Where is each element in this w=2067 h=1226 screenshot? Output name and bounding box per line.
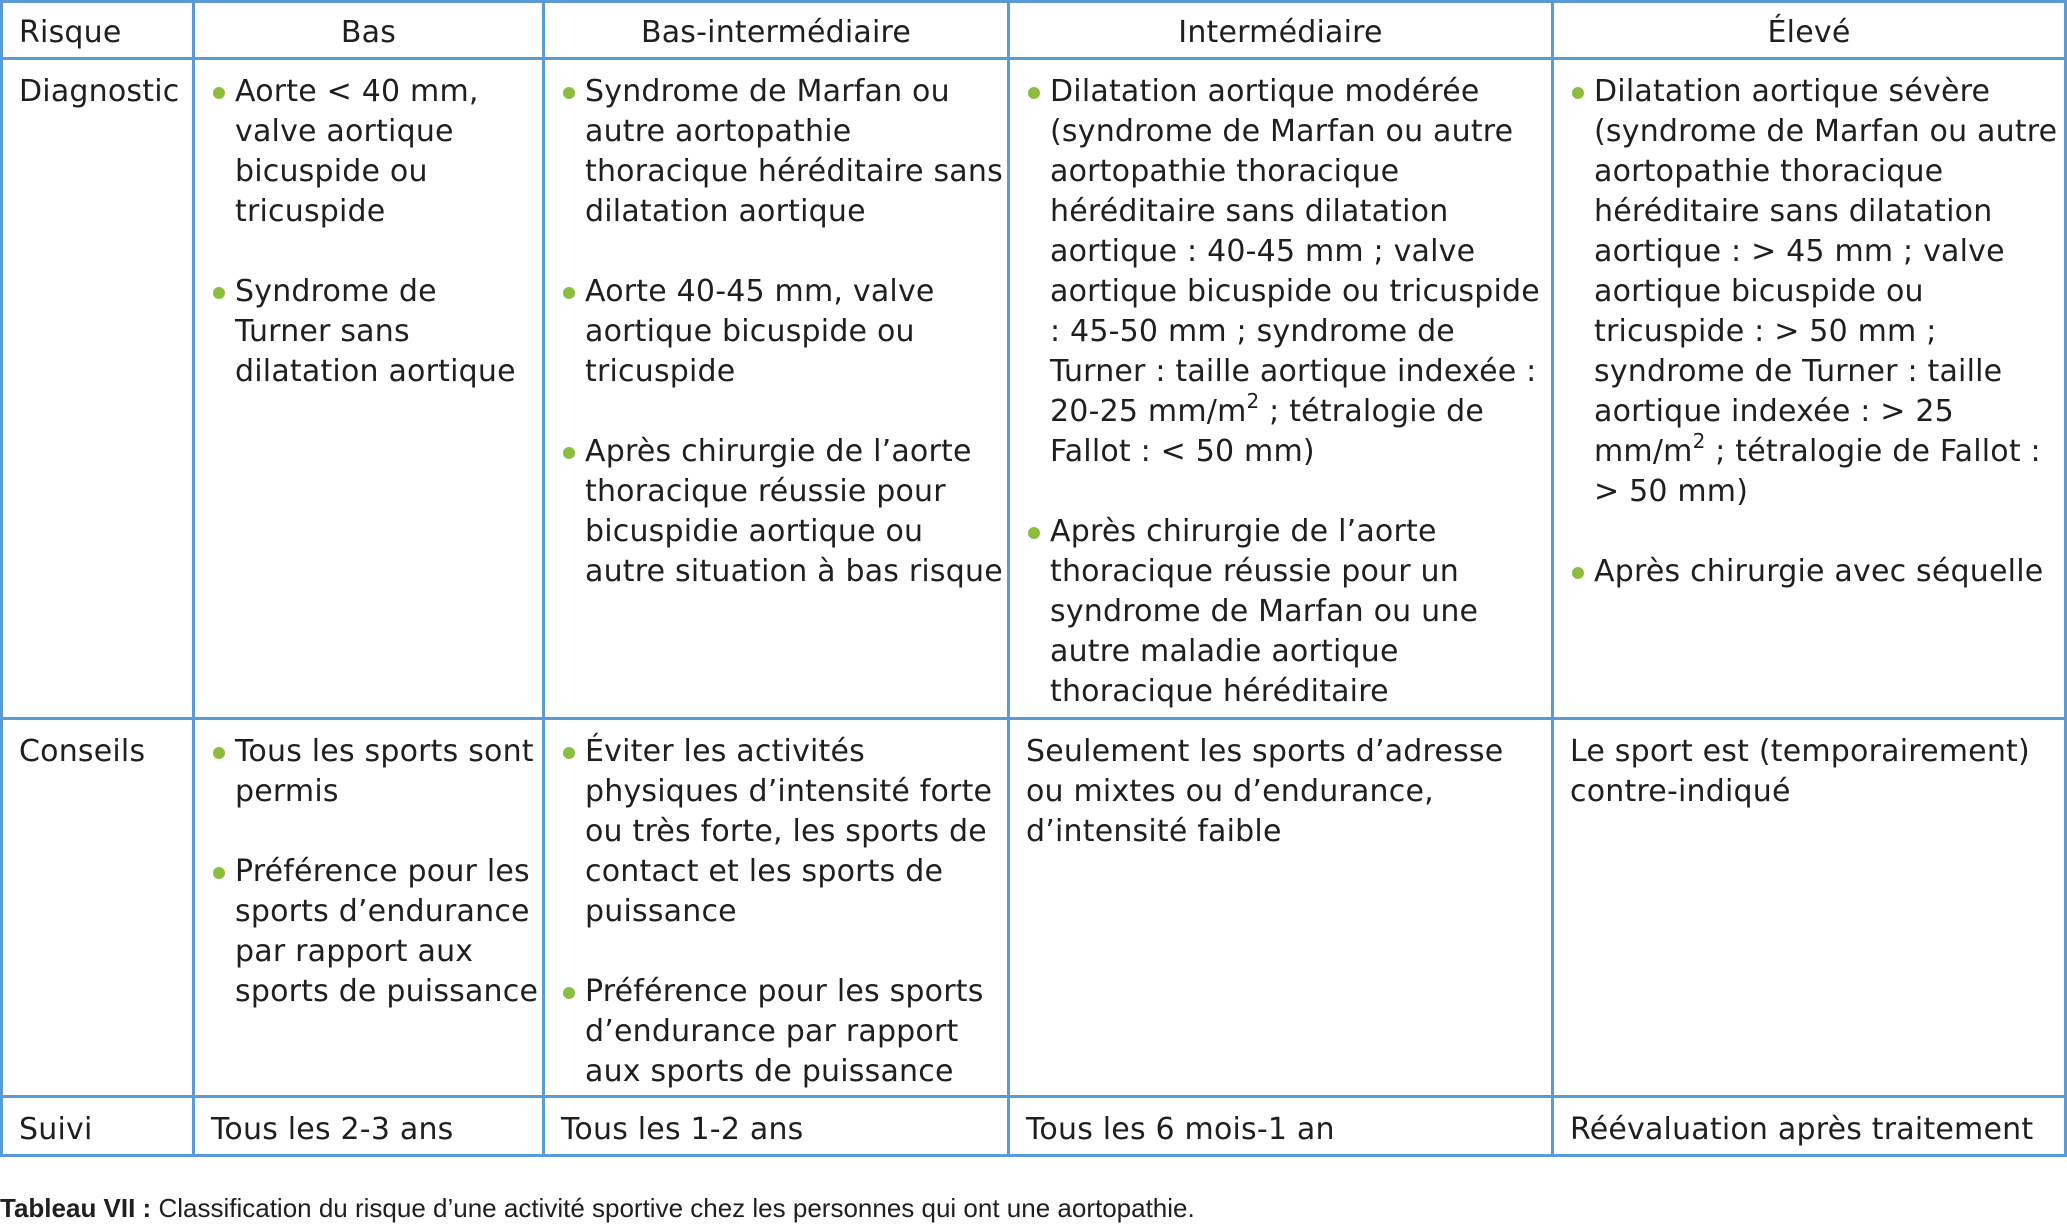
row-divider-1	[0, 717, 2067, 720]
bullet-icon	[213, 747, 225, 759]
list-item	[211, 732, 541, 812]
diagnostic-low-intermediate-cell	[561, 72, 1005, 592]
bullet-icon	[1028, 527, 1040, 539]
followup-intermediate-cell: Tous les 6 mois-1 an	[1026, 1112, 1335, 1147]
row-label-followup: Suivi	[19, 1112, 93, 1147]
superscript: 2	[1246, 389, 1260, 413]
list-item-text: Après chirurgie avec séquelle	[1594, 554, 2044, 589]
caption-label: Tableau VII :	[0, 1193, 152, 1223]
table-caption	[0, 1192, 1195, 1224]
list-item	[211, 72, 539, 232]
followup-low-intermediate-cell: Tous les 1-2 ans	[561, 1112, 804, 1147]
table-border-bottom	[0, 1154, 2067, 1157]
row-label-advice: Conseils	[19, 734, 146, 769]
list-item	[1570, 552, 2064, 592]
col-divider-1	[192, 0, 195, 1157]
list-item-text: Après chirurgie de l’aorte thoracique réussie pour bicuspidie aortique ou autre situation à bas risque	[585, 434, 1003, 589]
list-item	[561, 272, 1005, 392]
bullet-icon	[213, 287, 225, 299]
list-item	[211, 852, 541, 1012]
table-border-left	[0, 0, 3, 1157]
list-item	[561, 732, 1005, 932]
list-item-text-cont: ; tétralogie de Fallot : < 50 mm)	[1050, 394, 1485, 469]
list-item-text: Préférence pour les sports d’endurance par rapport aux sports de puissance	[585, 974, 984, 1089]
list-item-text: Éviter les activités physiques d’intensité forte ou très forte, les sports de contact et les sports de puissance	[585, 734, 993, 929]
bullet-icon	[563, 87, 575, 99]
bullet-icon	[563, 287, 575, 299]
list-item-text: Dilatation aortique modérée (syndrome de Marfan ou autre aortopathie thoracique héréditaire sans dilatation aortique : 40-45 mm ; valve aortique bicuspide ou tricuspide : 45-50 mm ; syndrome de Turner : taille aortique indexée : 20-25 mm/m	[1050, 74, 1540, 429]
col-divider-3	[1007, 0, 1010, 1157]
bullet-icon	[1572, 567, 1584, 579]
list-item-text: Tous les sports sont permis	[235, 734, 534, 809]
list-item-text: Aorte 40-45 mm, valve aortique bicuspide ou tricuspide	[585, 274, 935, 389]
advice-intermediate-cell: Seulement les sports d’adresse ou mixtes ou d’endurance, d’intensité faible	[1026, 734, 1504, 849]
advice-low-cell	[211, 732, 541, 1012]
row-label-diagnostic: Diagnostic	[19, 74, 180, 109]
list-item	[211, 272, 539, 392]
list-item	[1570, 72, 2064, 512]
bullet-icon	[1572, 87, 1584, 99]
header-high: Élevé	[1767, 15, 1851, 50]
list-item	[561, 432, 1005, 592]
col-divider-4	[1551, 0, 1554, 1157]
list-item	[1026, 72, 1549, 472]
list-item-text: Aorte < 40 mm, valve aortique bicuspide ou tricuspide	[235, 74, 479, 229]
table-border-top	[0, 0, 2067, 3]
header-low-intermediate: Bas-intermédiaire	[640, 15, 912, 50]
bullet-icon	[563, 447, 575, 459]
bullet-icon	[213, 87, 225, 99]
superscript: 2	[1692, 429, 1706, 453]
list-item-text: Préférence pour les sports d’endurance par rapport aux sports de puissance	[235, 854, 539, 1009]
header-risk: Risque	[19, 15, 122, 50]
col-divider-2	[542, 0, 545, 1157]
bullet-icon	[563, 747, 575, 759]
advice-high-cell: Le sport est (temporairement) contre-indiqué	[1570, 734, 2030, 809]
header-intermediate: Intermédiaire	[1178, 15, 1383, 50]
list-item-text: Dilatation aortique sévère (syndrome de Marfan ou autre aortopathie thoracique héréditaire sans dilatation aortique : > 45 mm ; valve aortique bicuspide ou tricuspide : > 50 mm ; syndrome de Turner : taille aortique indexée : > 25 mm/m	[1594, 74, 2058, 469]
list-item	[561, 972, 1005, 1092]
list-item	[1026, 512, 1549, 712]
diagnostic-low-cell	[211, 72, 539, 392]
bullet-icon	[213, 867, 225, 879]
followup-low-cell: Tous les 2-3 ans	[211, 1112, 454, 1147]
list-item-text: Après chirurgie de l’aorte thoracique réussie pour un syndrome de Marfan ou une autre maladie aortique thoracique héréditaire	[1050, 514, 1479, 709]
caption-text: Classification du risque d’une activité sportive chez les personnes qui ont une aortopathie.	[151, 1193, 1195, 1223]
header-low: Bas	[340, 15, 397, 50]
bullet-icon	[1028, 87, 1040, 99]
bullet-icon	[563, 987, 575, 999]
diagnostic-intermediate-cell	[1026, 72, 1549, 712]
list-item-text-cont: ; tétralogie de Fallot : > 50 mm)	[1594, 434, 2041, 509]
list-item	[561, 72, 1005, 232]
followup-high-cell: Réévaluation après traitement	[1570, 1112, 2034, 1147]
diagnostic-high-cell	[1570, 72, 2064, 592]
list-item-text: Syndrome de Turner sans dilatation aortique	[235, 274, 516, 389]
row-divider-2	[0, 1095, 2067, 1098]
list-item-text: Syndrome de Marfan ou autre aortopathie thoracique héréditaire sans dilatation aortique	[585, 74, 1003, 229]
header-divider	[0, 57, 2067, 60]
advice-low-intermediate-cell	[561, 732, 1005, 1092]
